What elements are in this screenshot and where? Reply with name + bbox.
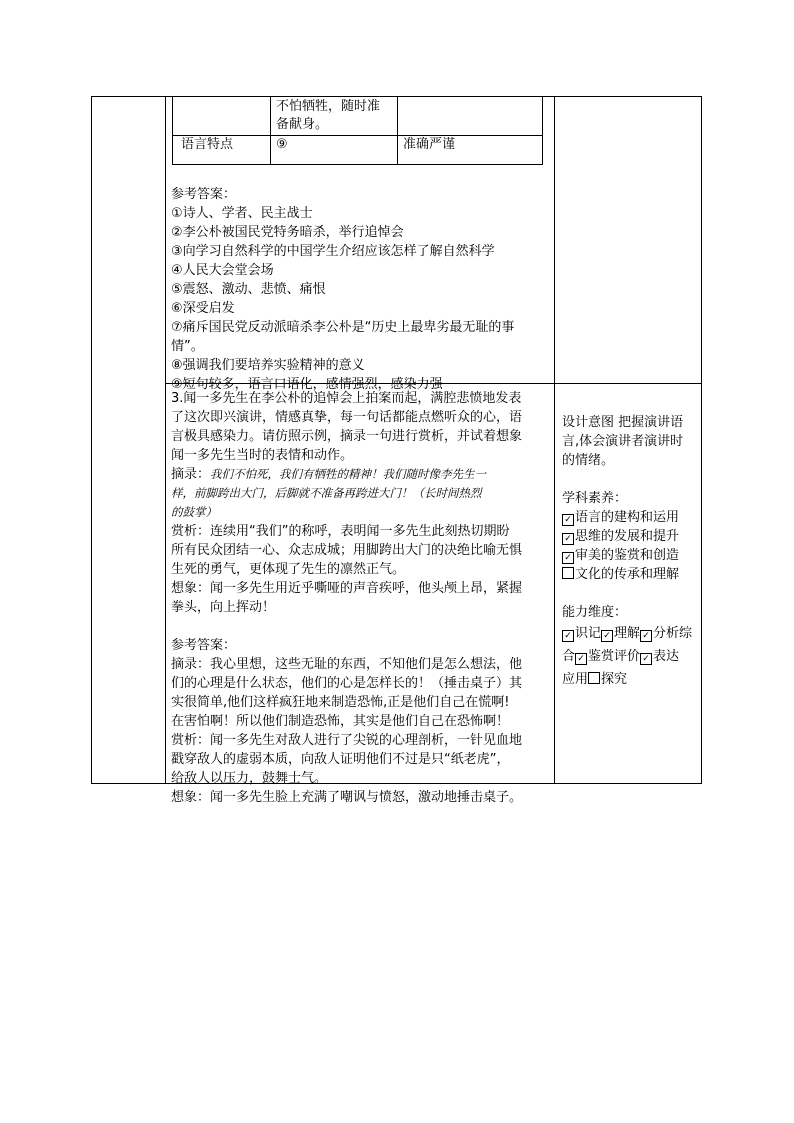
ability-heading: 能力维度： [562,605,628,620]
ref-line: 赏析：闻一多先生对敌人进行了尖锐的心理剖析，一针见血地 [171,733,523,748]
reference-answers-1 [171,185,556,394]
ref-line: 们的心理是什么状态，他们的心是怎样长的！（捶击桌子）其 [171,676,523,691]
ability-line: 应用 探究 [562,672,628,687]
ref-line: ①诗人、学者、民主战士 [171,206,313,221]
task-line: 了这次即兴演讲，情感真挚，每一句话都能点燃听众的心，语 [171,410,523,425]
design-line: 言,体会演讲者演讲时 [562,434,684,449]
literacy-item: 文化的传承和理解 [562,565,700,584]
ref-line: 实很简单,他们这样疯狂地来制造恐怖,正是他们自己在慌啊! [171,695,510,710]
ref-line: ②李公朴被国民党特务暗杀，举行追悼会 [171,225,404,240]
checkbox-icon: ✓ [562,630,574,642]
task-line: 3.闻一多先生在李公朴的追悼会上拍案而起，满腔悲愤地发表 [171,391,522,406]
checkbox-icon: ✓ [562,533,574,545]
ref-line: 给敌人以压力，鼓舞士气。 [171,771,328,786]
literacy-item: ✓ 审美的鉴赏和创造 [562,546,700,565]
ref-line: ⑦痛斥国民党反动派暗杀李公朴是“历史上最卑劣最无耻的事 [171,320,515,335]
literacy-heading: 学科素养： [562,491,628,506]
ref-line: 想象：闻一多先生脸上充满了嘲讽与愤怒，激动地捶击桌子。 [171,790,523,805]
ref-line: 戳穿敌人的虚弱本质，向敌人证明他们不过是只“纸老虎”， [171,752,510,767]
design-sidebar [562,413,700,691]
checkbox-icon: ✓ [575,653,587,665]
checkbox-icon: ✓ [601,630,613,642]
ability-line: 合 ✓ 鉴赏评价 ✓ 表达 [562,649,680,664]
inner-cell-row2-col2: ⑨ [276,137,288,152]
excerpt-line: 的鼓掌） [171,505,217,519]
ref-line: ③向学习自然科学的中国学生介绍应该怎样了解自然科学 [171,244,495,259]
ability-line: ✓ 识记 ✓ 理解 ✓ 分析综 [562,622,700,645]
ref-line: ⑨短句较多，语言口语化，感情强烈，感染力强 [171,377,443,392]
lesson-table [91,96,702,805]
task-3 [171,389,556,807]
ref-line: 摘录：我心里想，这些无耻的东西，不知他们是怎么想法，他 [171,657,523,672]
ref-heading: 参考答案： [171,638,237,653]
ref-line: ⑥深受启发 [171,301,235,316]
analysis-line: 赏析：连续用“我们”的称呼，表明闻一多先生此刻热切期盼 [171,524,510,539]
inner-cell-row2-col3: 准确严谨 [403,137,456,152]
ref-line: ⑧强调我们要培养实验精神的意义 [171,358,365,373]
excerpt-line: 摘录：我们不怕死，我们有牺牲的精神！我们随时像李先生一 [171,467,487,482]
checkbox-icon: ✓ [640,653,652,665]
analysis-line: 生死的勇气，更体现了先生的凛然正气。 [171,562,406,577]
design-line: 的情绪。 [562,453,615,468]
ref-line: ⑤震怒、激动、悲愤、痛恨 [171,282,326,297]
checkbox-icon: ✓ [640,630,652,642]
imagine-line: 拳头，向上挥动！ [171,600,276,615]
ref-line: 在害怕啊！所以他们制造恐怖，其实是他们自己在恐怖啊！ [171,714,510,729]
ref-heading: 参考答案： [171,187,237,202]
checkbox-empty-icon [562,567,574,579]
ref-line: 情”。 [171,339,204,354]
imagine-line: 想象：闻一多先生用近乎嘶哑的声音疾呼，他头颅上昂，紧握 [171,581,523,596]
task-line: 闻一多先生当时的表情和动作。 [171,448,354,463]
literacy-item: ✓ 思维的发展和提升 [562,527,700,546]
checkbox-empty-icon [588,672,600,684]
excerpt-line: 样，前脚跨出大门，后脚就不准备再跨进大门！（长时间热烈 [171,486,482,500]
checkbox-icon: ✓ [562,514,574,526]
ref-line: ④人民大会堂会场 [171,263,274,278]
checkbox-icon: ✓ [562,552,574,564]
analysis-line: 所有民众团结一心、众志成城；用脚跨出大门的决绝比喻无惧 [171,543,523,558]
literacy-item: ✓ 语言的建构和运用 [562,508,700,527]
inner-cell-row1-col2: 不怕牺牲，随时准 备献身。 [276,99,381,132]
task-line: 言极具感染力。请仿照示例，摘录一句进行赏析，并试着想象 [171,429,523,444]
column-divider-left [165,97,166,783]
inner-cell-label: 语言特点 [181,137,234,152]
language-feature-table [172,97,543,165]
design-line: 设计意图 把握演讲语 [562,415,684,430]
